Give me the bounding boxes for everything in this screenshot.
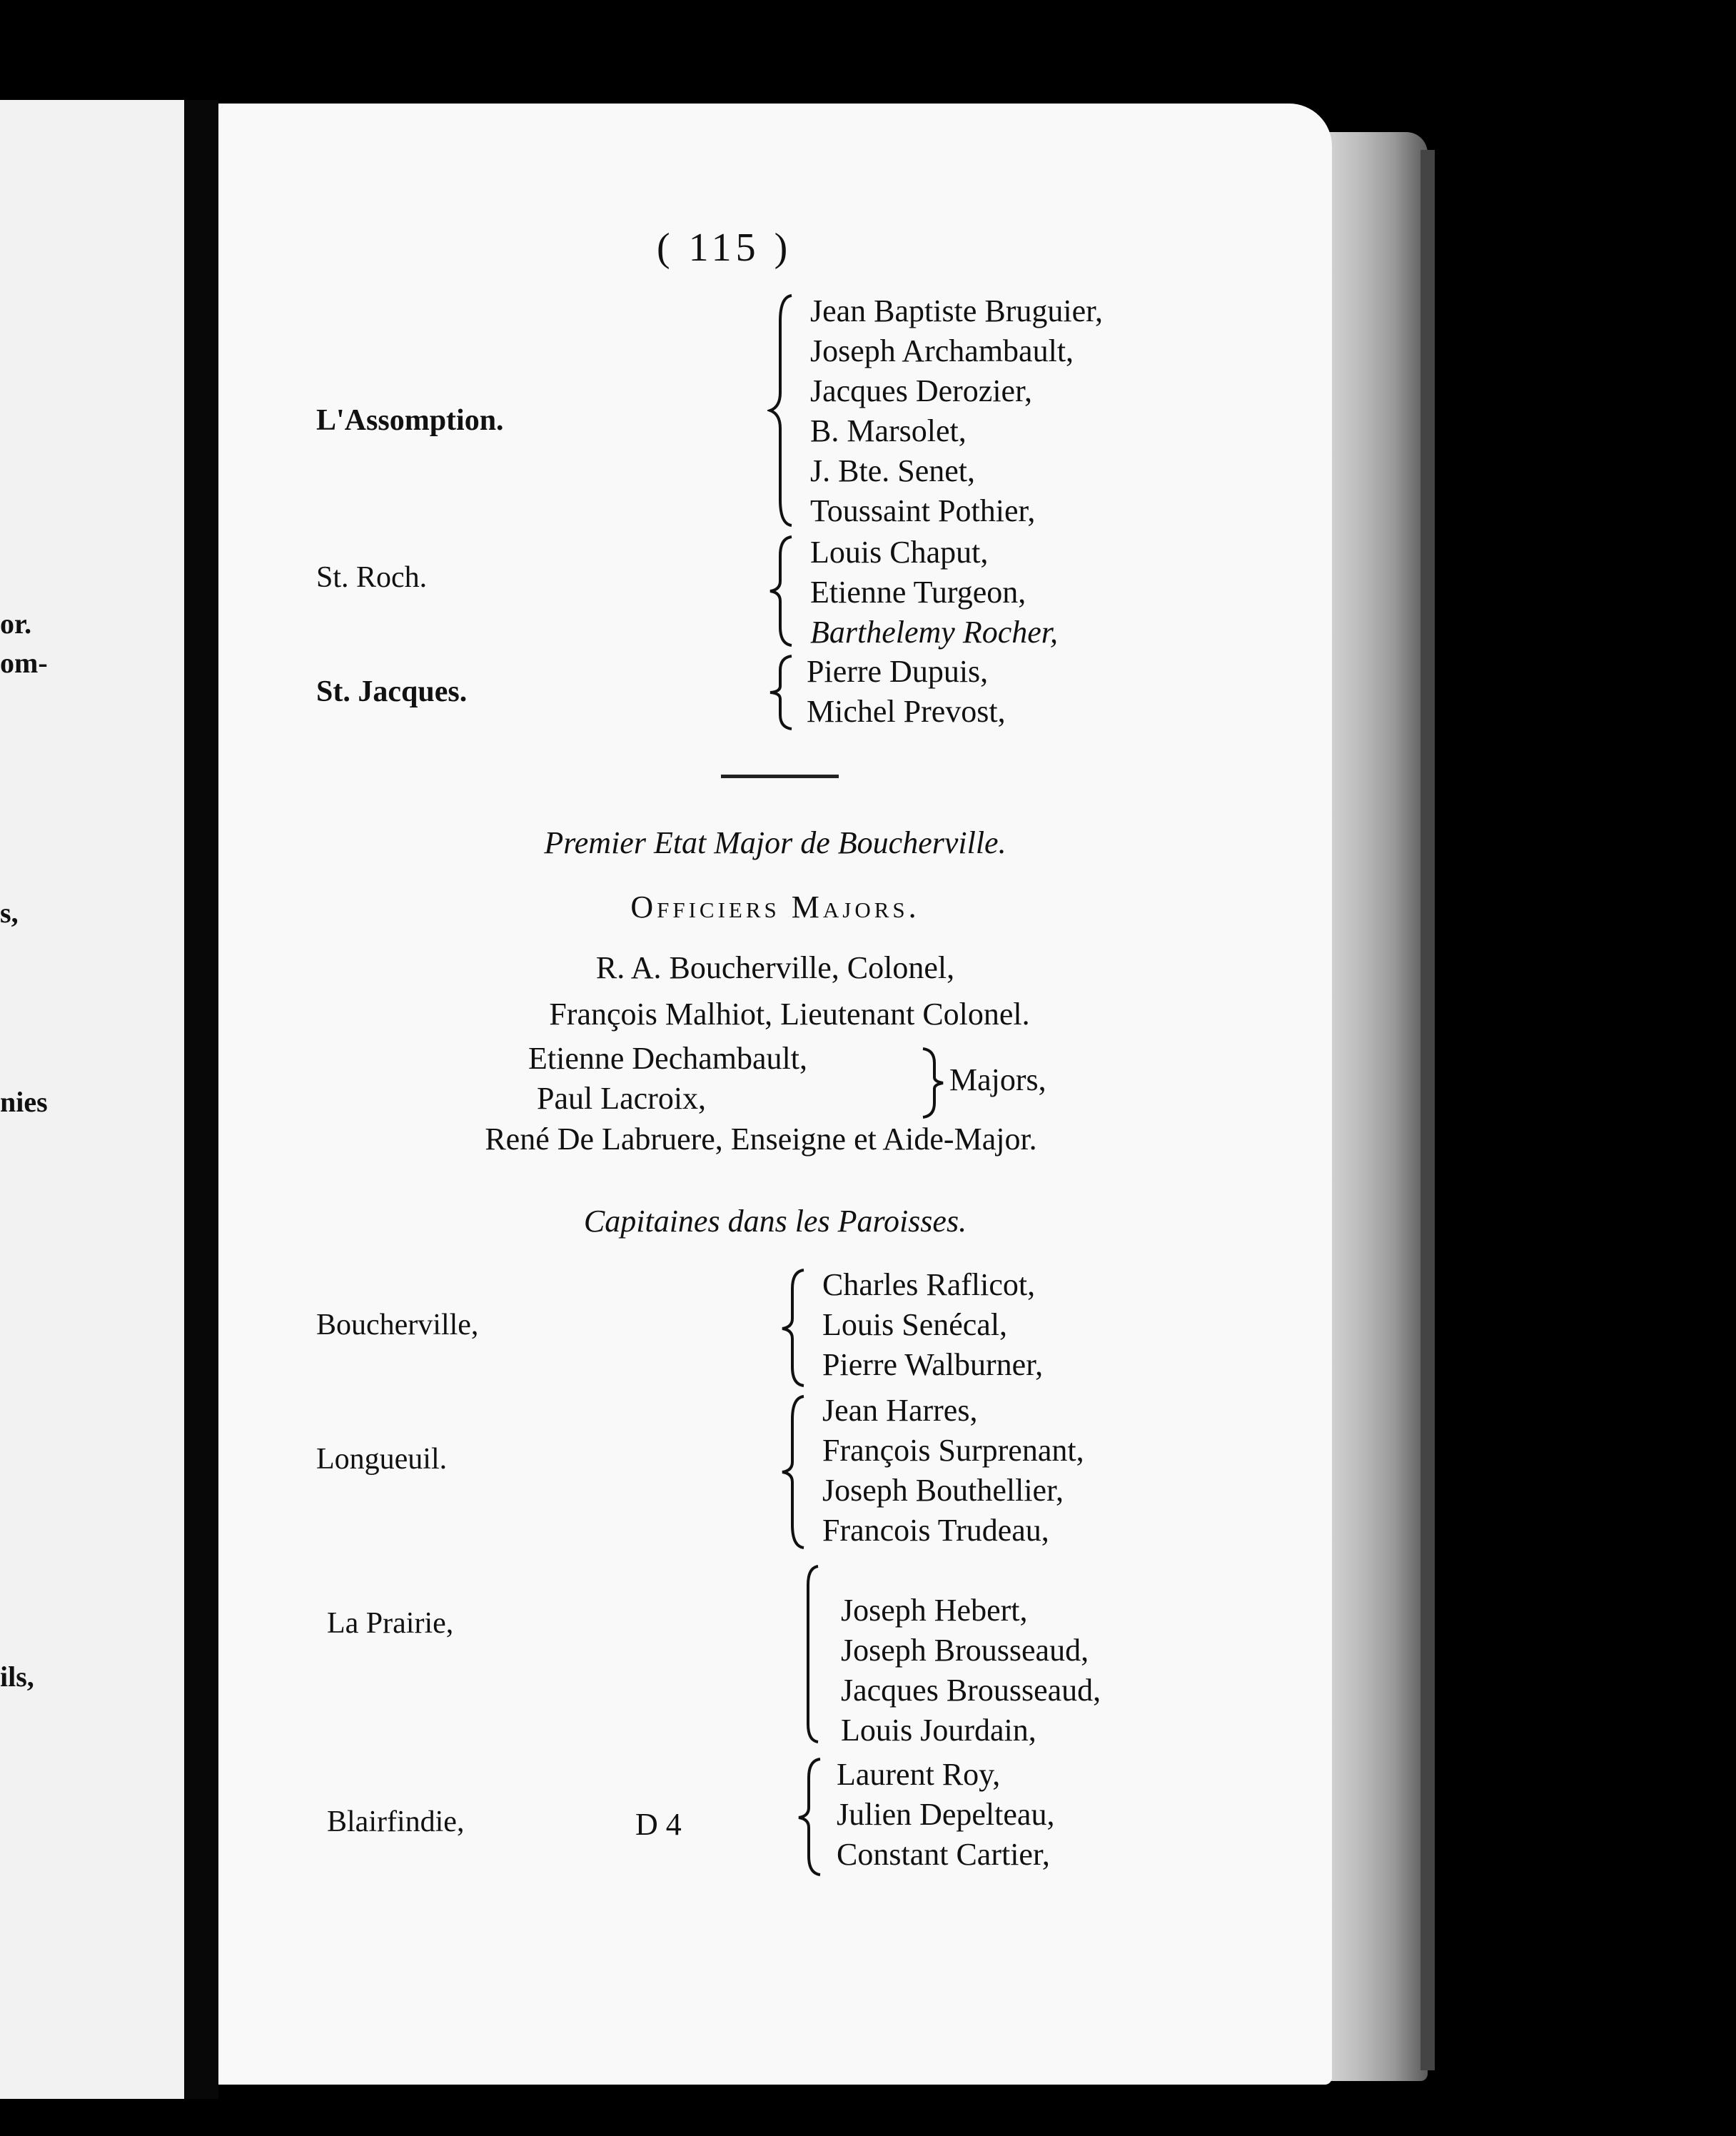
officers-heading: Officiers Majors.: [630, 890, 920, 925]
name-entry: Louis Jourdain,: [841, 1713, 1036, 1748]
section-divider: [721, 775, 839, 778]
name-entry: Jean Harres,: [822, 1393, 978, 1428]
book-gutter: [184, 100, 218, 2099]
page-number: ( 115 ): [657, 226, 792, 270]
officer-line: Etienne Dechambault,: [528, 1041, 807, 1076]
left-fragment: or.: [0, 608, 32, 640]
name-list: [807, 652, 1006, 732]
name-entry: Laurent Roy,: [837, 1757, 1001, 1792]
name-entry: Charles Raflicot,: [822, 1267, 1036, 1302]
majors-names: [528, 1039, 807, 1119]
name-entry: Joseph Brousseaud,: [841, 1633, 1089, 1668]
parish-label: St. Roch.: [316, 561, 428, 594]
brace-icon: [779, 1394, 808, 1551]
name-entry: J. Bte. Senet,: [810, 453, 975, 488]
officer-line: François Malhiot, Lieutenant Colonel.: [549, 997, 1030, 1032]
name-list: [822, 1265, 1043, 1385]
name-entry: Toussaint Pothier,: [810, 493, 1036, 528]
name-list: [822, 1391, 1084, 1551]
officer-line: Paul Lacroix,: [537, 1081, 707, 1116]
name-entry: François Surprenant,: [822, 1433, 1084, 1468]
left-page: [0, 100, 184, 2099]
name-list: [810, 533, 1058, 653]
name-entry: Pierre Walburner,: [822, 1347, 1044, 1382]
left-fragment: ils,: [0, 1661, 34, 1693]
name-entry: Joseph Bouthellier,: [822, 1473, 1064, 1508]
left-fragment: s,: [0, 897, 19, 929]
name-entry: B. Marsolet,: [810, 413, 967, 448]
brace-icon: [767, 653, 796, 732]
left-fragment: nies: [0, 1086, 48, 1118]
parish-label: La Prairie,: [327, 1607, 454, 1640]
name-entry: Jean Baptiste Bruguier,: [810, 293, 1104, 328]
left-fragment: om-: [0, 647, 48, 679]
name-entry: Louis Senécal,: [822, 1307, 1008, 1342]
name-entry: Michel Prevost,: [807, 694, 1006, 729]
parish-label: St. Jacques.: [316, 675, 468, 708]
parish-label: L'Assomption.: [316, 404, 504, 437]
officer-line: René De Labruere, Enseigne et Aide-Major.: [485, 1122, 1037, 1157]
brace-icon: [917, 1046, 946, 1121]
brace-icon: [767, 293, 796, 528]
brace-icon: [796, 1756, 824, 1878]
brace-icon: [799, 1563, 821, 1745]
name-entry: Etienne Turgeon,: [810, 575, 1026, 610]
name-list: [841, 1591, 1101, 1750]
name-list: [810, 291, 1103, 531]
brace-icon: [779, 1267, 808, 1389]
name-entry: Constant Cartier,: [837, 1837, 1050, 1872]
name-entry: Barthelemy Rocher,: [810, 615, 1058, 650]
name-entry: Francois Trudeau,: [822, 1513, 1049, 1548]
section-title: Premier Etat Major de Boucherville.: [544, 825, 1006, 860]
book-cover-edge: [1420, 150, 1435, 2070]
officer-line: R. A. Boucherville, Colonel,: [595, 950, 955, 985]
parish-label: Boucherville,: [316, 1309, 479, 1341]
name-entry: Joseph Archambault,: [810, 333, 1074, 368]
parish-label: Blairfindie,: [327, 1805, 465, 1838]
name-entry: Joseph Hebert,: [841, 1593, 1028, 1628]
name-list: [837, 1755, 1054, 1875]
name-entry: Pierre Dupuis,: [807, 654, 989, 689]
signature-mark: D 4: [635, 1807, 682, 1842]
name-entry: Jacques Brousseaud,: [841, 1673, 1101, 1708]
majors-label: Majors,: [949, 1062, 1046, 1097]
name-entry: Louis Chaput,: [810, 535, 989, 570]
name-entry: Julien Depelteau,: [837, 1797, 1055, 1832]
parish-label: Longueuil.: [316, 1443, 448, 1476]
captains-heading: Capitaines dans les Paroisses.: [583, 1204, 967, 1239]
name-entry: Jacques Derozier,: [810, 373, 1032, 408]
brace-icon: [767, 534, 796, 648]
